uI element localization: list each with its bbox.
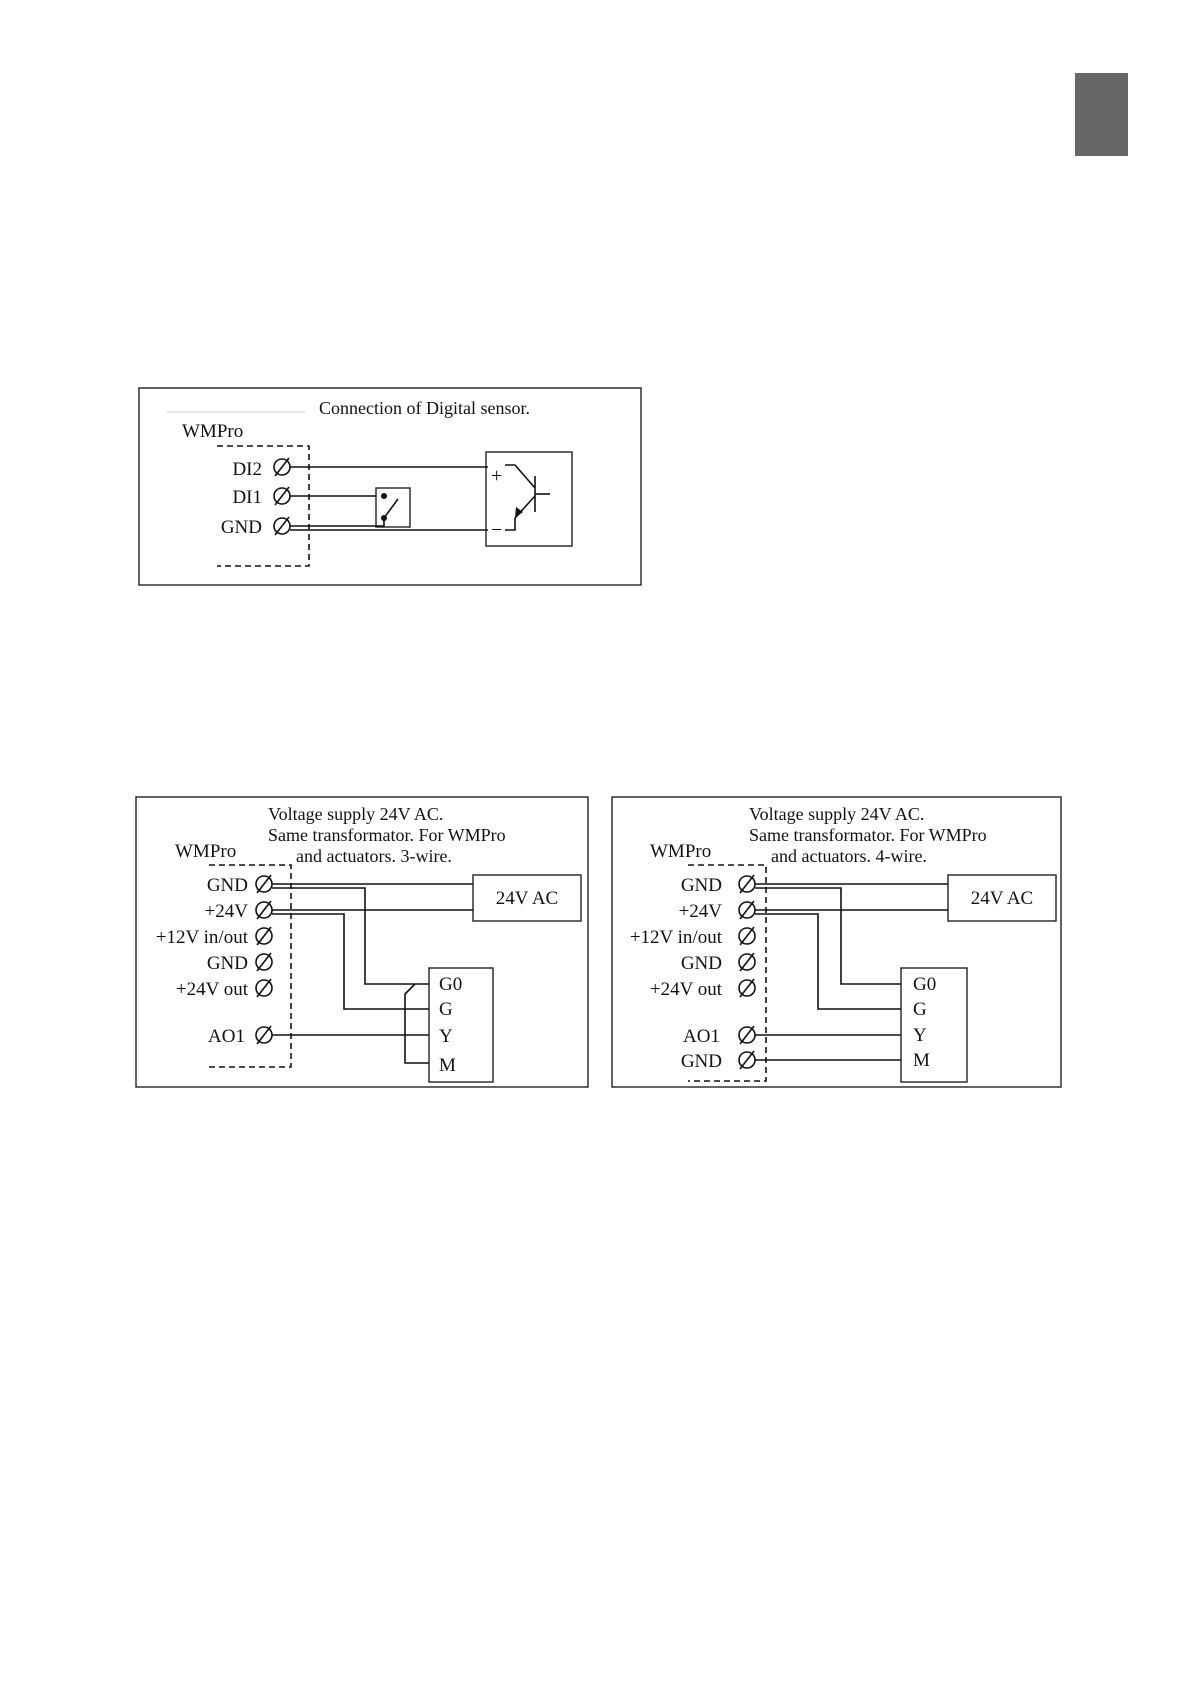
screw-terminal-icon	[256, 901, 272, 919]
supply-4wire-title-line1: Voltage supply 24V AC.	[749, 804, 925, 824]
terminal-label-ao1: AO1	[208, 1026, 245, 1047]
supply-3wire-title-line2: Same transformator. For WMPro	[268, 825, 506, 845]
screw-terminal-icon	[274, 487, 290, 505]
device-label: WMPro	[650, 841, 712, 862]
device-label: WMPro	[175, 841, 237, 862]
wire-gnd-g0	[755, 888, 901, 984]
terminal-label-24v-out: +24V out	[175, 979, 248, 1000]
screw-terminal-icon	[274, 517, 290, 535]
transformer-label: 24V AC	[970, 888, 1034, 909]
switch-lever	[384, 499, 398, 518]
supply-4wire-title-line3: and actuators. 4-wire.	[771, 846, 927, 866]
screw-terminal-icon	[274, 458, 290, 476]
device-boundary	[217, 446, 309, 566]
sensor-plus-label: +	[491, 465, 503, 487]
wire-24v-g	[755, 914, 901, 1009]
screw-terminal-icon	[256, 1026, 272, 1044]
screw-terminal-icon	[739, 927, 755, 945]
supply-4wire-diagram	[612, 797, 1061, 1087]
wire-gnd-g0	[272, 888, 429, 984]
terminal-label-24v: +24V	[678, 901, 722, 922]
actuator-terminal-y: Y	[913, 1025, 927, 1046]
screw-terminal-icon	[256, 979, 272, 997]
terminal-label-gnd2: GND	[680, 953, 722, 974]
digital-sensor-diagram	[139, 388, 641, 585]
screw-terminal-icon	[256, 927, 272, 945]
screw-terminal-icon	[739, 1051, 755, 1069]
terminal-label-gnd: GND	[220, 517, 262, 538]
supply-3wire-title-line1: Voltage supply 24V AC.	[268, 804, 444, 824]
transformer-label: 24V AC	[495, 888, 559, 909]
switch-box	[376, 488, 410, 527]
wire-gnd-switch	[290, 518, 384, 526]
screw-terminal-icon	[739, 1026, 755, 1044]
actuator-terminal-m: M	[439, 1055, 456, 1076]
terminal-label-24v: +24V	[204, 901, 248, 922]
actuator-terminal-g0: G0	[439, 974, 463, 995]
transistor-arrow-icon	[515, 507, 523, 518]
screw-terminal-icon	[256, 953, 272, 971]
screw-terminal-icon	[739, 875, 755, 893]
terminal-label-di2: DI2	[232, 459, 262, 480]
terminal-label-ao1: AO1	[683, 1026, 720, 1047]
terminal-label-12v: +12V in/out	[629, 927, 722, 948]
digital-sensor-title: Connection of Digital sensor.	[319, 398, 530, 418]
device-label: WMPro	[182, 421, 244, 442]
terminal-label-24v-out: +24V out	[649, 979, 722, 1000]
supply-3wire-title-line3: and actuators. 3-wire.	[296, 846, 452, 866]
terminal-label-gnd3: GND	[680, 1051, 722, 1072]
terminal-label-12v: +12V in/out	[155, 927, 248, 948]
screw-terminal-icon	[739, 979, 755, 997]
terminal-label-gnd: GND	[206, 875, 248, 896]
transistor-collector	[505, 465, 535, 488]
supply-3wire-diagram	[136, 797, 588, 1087]
sensor-minus-label: −	[491, 519, 503, 541]
actuator-terminal-y: Y	[439, 1026, 453, 1047]
terminal-label-gnd: GND	[680, 875, 722, 896]
supply-4wire-title-line2: Same transformator. For WMPro	[749, 825, 987, 845]
screw-terminal-icon	[739, 953, 755, 971]
actuator-terminal-g: G	[439, 999, 453, 1020]
switch-contact	[381, 493, 387, 499]
screw-terminal-icon	[256, 875, 272, 893]
terminal-label-gnd2: GND	[206, 953, 248, 974]
terminal-label-di1: DI1	[232, 487, 262, 508]
actuator-terminal-m: M	[913, 1050, 930, 1071]
actuator-terminal-g: G	[913, 999, 927, 1020]
wire-g0-m-bridge	[405, 984, 429, 1063]
actuator-terminal-g0: G0	[913, 974, 937, 995]
screw-terminal-icon	[739, 901, 755, 919]
